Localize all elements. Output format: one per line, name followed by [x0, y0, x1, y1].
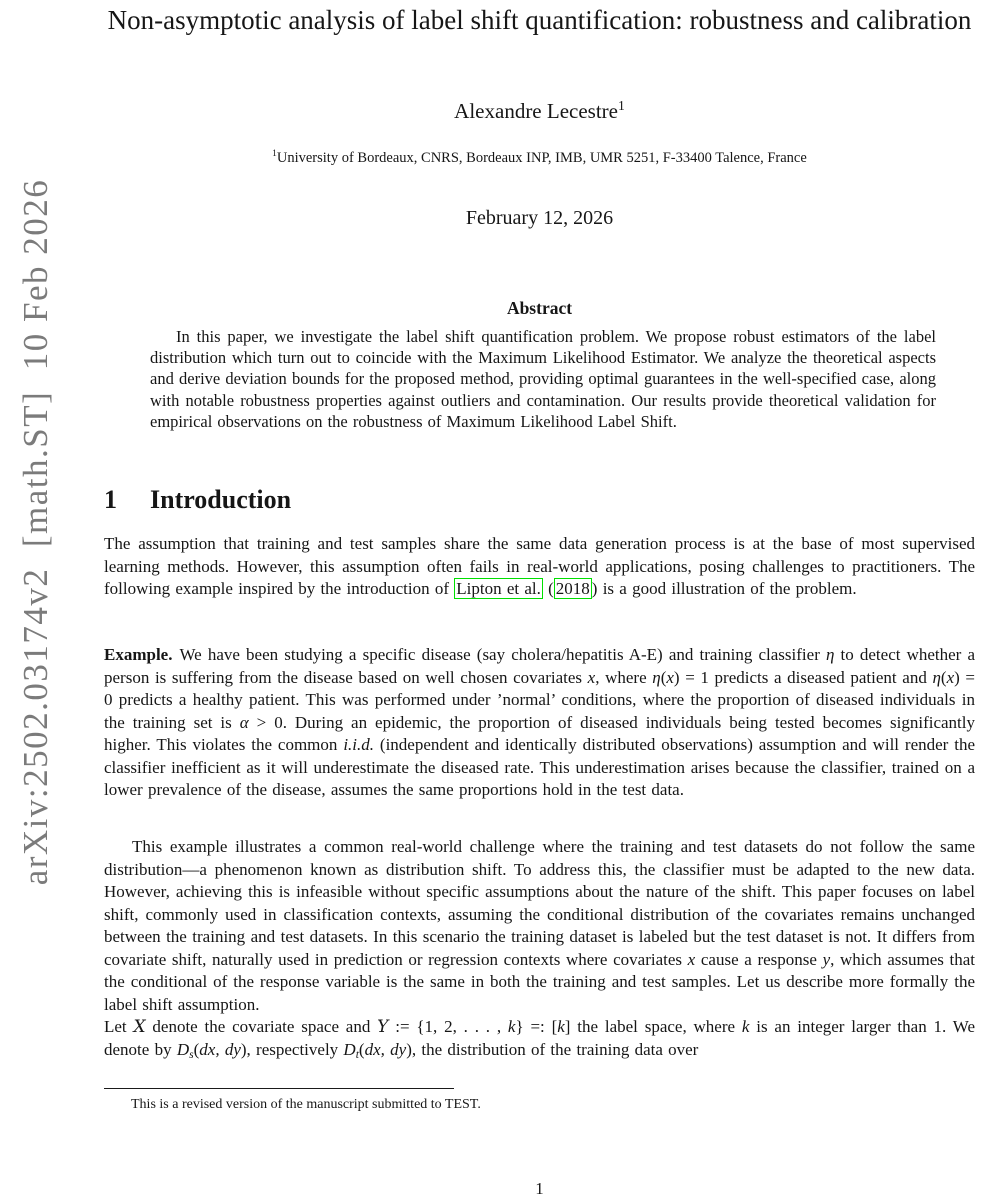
text-run: denote the covariate space and [145, 1017, 378, 1036]
abstract-heading: Abstract [506, 298, 573, 318]
text-run: ), the distribution of the training data over [406, 1039, 699, 1059]
text-run: ) = 1 predicts a diseased patient and [673, 667, 933, 687]
text-run: k [741, 1017, 750, 1036]
paper-title: Non-asymptotic analysis of label shift quantification: robustness and calibration [107, 5, 972, 35]
paragraph-intro [104, 533, 975, 601]
text-run: x [946, 667, 955, 687]
text-run: Example. [104, 645, 173, 664]
text-run: ) = 0 predicts a healthy patient. This was performed under ’normal’ conditions, where the proportion of diseased individuals in the training set is [104, 667, 976, 732]
author-line [104, 99, 975, 124]
footnote-text: This is a revised version of the manuscript submitted to TEST. [131, 1097, 481, 1112]
section-number: 1 [104, 485, 117, 514]
text-run: ( [193, 1039, 200, 1059]
text-run: x [587, 667, 596, 687]
text-run: } =: [ [515, 1017, 558, 1036]
paper-date: February 12, 2026 [465, 207, 614, 229]
text-run: t [355, 1047, 359, 1061]
text-run: ( [542, 579, 554, 598]
text-run: cause a response [695, 949, 823, 969]
paragraph-example [104, 644, 975, 802]
affiliation-mark: 1 [272, 149, 277, 160]
text-run: dx, dy [364, 1039, 407, 1059]
text-run: D [343, 1039, 356, 1059]
text-run: ( [940, 667, 947, 687]
text-run: > 0. During an epidemic, the proportion of diseased individuals being tested becomes significantly higher. This violates the common [104, 712, 975, 754]
text-run: y [822, 949, 831, 969]
text-run: D [176, 1039, 190, 1059]
citation-link[interactable]: 2018 [555, 579, 590, 598]
abstract-text: In this paper, we investigate the label shift quantification problem. We propose robust estimators of the label distribution which turn out to coincide with the Maximum Likelihood Estimator. We analyze the theoretical aspects and derive deviation bounds for the proposed method, providing optimal guarantees in the well-specified case, along with notable robustness properties against outliers and contamination. Our results provide theoretical validation for empirical observations on the robustness of Maximum Likelihood Label Shift. [150, 327, 936, 431]
citation-link[interactable]: Lipton et al. [456, 579, 541, 598]
text-run: Let [104, 1017, 134, 1036]
text-run: to detect whether a person is suffering from the disease based on well chosen covariates [104, 645, 975, 687]
text-run: This example illustrates a common real-world challenge where the training and test datasets do not follow the same distribution—a phenomenon known as distribution shift. To address this, the classifier must be adapted to the new data. However, achieving this is infeasible without specific assumptions about the nature of the shift. This paper focuses on label shift, commonly used in classification contexts, assuming the conditional distribution of the covariates remains unchanged between the training and test datasets. In this scenario the training dataset is labeled but the test dataset is not. It differs from covariate shift, naturally used in prediction or regression contexts where covariates [104, 837, 975, 969]
text-run: is an integer larger than 1. We denote by [104, 1017, 976, 1059]
text-run: Y [377, 1017, 389, 1037]
text-run: i.i.d. [343, 735, 375, 754]
author-footnote-mark: 1 [618, 98, 625, 113]
text-run: The assumption that training and test samples share the same data generation process is at the base of most supervised learning methods. However, this assumption often fails in real-world applications, posing challenges to practitioners. The following example inspired by the introduction of [104, 534, 975, 598]
text-run: ( [358, 1039, 365, 1059]
text-run: x [666, 667, 674, 687]
text-run: := {1, 2, . . . , [388, 1017, 508, 1036]
author-name: Alexandre Lecestre [454, 99, 618, 123]
text-run: , where [595, 667, 653, 687]
affiliation-line [104, 150, 975, 167]
text-run: (independent and identically distributed observations) assumption and will render the classifier inefficient as it will underestimate the diseased rate. This underestimation arises because the classifier, trained on a lower prevalence of the disease, assumes the same proportions hold in the test data. [104, 735, 976, 799]
text-run: ) is a good illustration of the problem. [591, 579, 857, 598]
text-run: x [687, 949, 696, 969]
text-run: We have been studying a specific disease (say cholera/hepatitis A-E) and training classifier [179, 645, 826, 664]
text-run: α [239, 712, 249, 732]
section-title: Introduction [150, 485, 292, 514]
text-run: ] the label space, where [564, 1017, 742, 1036]
text-run: k [557, 1017, 565, 1036]
footnote-rule [104, 1088, 454, 1089]
section-heading-introduction [104, 485, 975, 515]
text-run: ( [660, 667, 667, 687]
affiliation-text: University of Bordeaux, CNRS, Bordeaux INP, IMB, UMR 5251, F-33400 Talence, France [276, 150, 807, 166]
text-run: η [932, 667, 941, 687]
text-run: X [133, 1017, 146, 1037]
text-run: k [507, 1017, 516, 1036]
text-run: η [825, 645, 835, 664]
text-run: , which assumes that the conditional of the response variable is the same in both the training and test samples. Let us describe more formally the label shift assumption. [104, 949, 976, 1014]
text-run: s [189, 1047, 194, 1061]
page-number: 1 [535, 1179, 544, 1198]
text-run: η [652, 667, 661, 687]
text-run: ), respectively [240, 1039, 344, 1059]
paragraph-discussion [104, 836, 975, 1066]
text-run: dx, dy [199, 1039, 241, 1059]
arxiv-watermark: arXiv:2502.03174v2 [math.ST] 10 Feb 2026 [16, 178, 55, 886]
